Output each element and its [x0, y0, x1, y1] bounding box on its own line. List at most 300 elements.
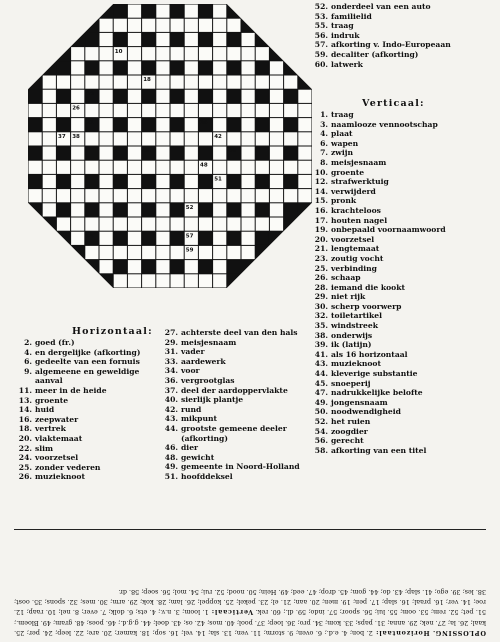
grid-cell[interactable] [185, 132, 198, 145]
grid-cell[interactable] [171, 274, 184, 287]
grid-cell[interactable] [114, 161, 127, 174]
grid-cell[interactable] [171, 76, 184, 89]
grid-cell[interactable] [128, 132, 141, 145]
grid-cell[interactable] [185, 33, 198, 46]
grid-cell[interactable] [156, 218, 169, 231]
grid-cell[interactable] [85, 47, 98, 60]
grid-cell[interactable] [128, 232, 141, 245]
grid-cell[interactable] [213, 118, 226, 131]
grid-block [227, 61, 240, 74]
grid-cell[interactable] [171, 19, 184, 32]
grid-cell[interactable] [156, 33, 169, 46]
crossword-grid[interactable] [28, 4, 312, 288]
grid-cell[interactable] [227, 19, 240, 32]
grid-cell[interactable] [185, 161, 198, 174]
grid-cell[interactable] [128, 33, 141, 46]
grid-cell[interactable] [270, 175, 283, 188]
grid-cell[interactable] [242, 90, 255, 103]
grid-cell[interactable] [171, 218, 184, 231]
grid-cell[interactable] [270, 76, 283, 89]
grid-cell[interactable] [57, 161, 70, 174]
grid-cell[interactable] [171, 246, 184, 259]
grid-cell[interactable] [171, 104, 184, 117]
clue-item [160, 443, 300, 453]
grid-cell[interactable] [185, 274, 198, 287]
clue-item [14, 348, 140, 358]
clue-item [310, 331, 446, 341]
grid-cell[interactable] [100, 118, 113, 131]
grid-cell[interactable] [298, 90, 311, 103]
grid-cell[interactable] [128, 104, 141, 117]
grid-cell[interactable] [242, 232, 255, 245]
grid-cell[interactable] [114, 76, 127, 89]
grid-cell[interactable] [270, 218, 283, 231]
clue-item [160, 395, 300, 405]
grid-block [29, 175, 42, 188]
grid-cell[interactable] [256, 218, 269, 231]
grid-cell[interactable] [156, 76, 169, 89]
grid-cell[interactable] [128, 246, 141, 259]
grid-cell[interactable] [43, 76, 56, 89]
grid-cell[interactable] [71, 161, 84, 174]
clue-item [310, 264, 446, 274]
grid-cell[interactable] [156, 274, 169, 287]
grid-block [142, 5, 155, 18]
clue-item [310, 12, 451, 22]
grid-cell[interactable] [71, 203, 84, 216]
grid-cell[interactable] [213, 274, 226, 287]
grid-cell[interactable] [142, 218, 155, 231]
grid-cell[interactable] [100, 132, 113, 145]
grid-cell[interactable] [242, 118, 255, 131]
grid-cell[interactable] [100, 104, 113, 117]
grid-cell[interactable] [29, 189, 42, 202]
grid-cell[interactable] [227, 189, 240, 202]
grid-cell[interactable] [284, 76, 297, 89]
grid-cell[interactable] [185, 90, 198, 103]
grid-cell[interactable] [100, 175, 113, 188]
grid-cell[interactable] [185, 189, 198, 202]
grid-cell[interactable] [156, 175, 169, 188]
clue-item [310, 31, 451, 41]
grid-cell[interactable] [85, 76, 98, 89]
grid-cell[interactable] [185, 61, 198, 74]
clue-number: 16. [18, 414, 32, 424]
clue-item [310, 311, 446, 321]
grid-cell[interactable] [256, 132, 269, 145]
grid-cell[interactable] [256, 104, 269, 117]
cell-number: 57 [185, 233, 194, 240]
clue-number: 1. [320, 110, 328, 119]
grid-cell[interactable] [242, 246, 255, 259]
grid-cell[interactable] [114, 19, 127, 32]
grid-cell[interactable] [128, 47, 141, 60]
grid-cell[interactable] [57, 218, 70, 231]
clue-number: 2. [24, 338, 32, 347]
grid-cell[interactable] [100, 61, 113, 74]
grid-cell[interactable] [199, 47, 212, 60]
grid-cell[interactable] [128, 90, 141, 103]
grid-block [227, 232, 240, 245]
clue-number: 14. [18, 405, 32, 415]
grid-block [114, 118, 127, 131]
grid-cell[interactable] [114, 104, 127, 117]
grid-cell[interactable] [242, 76, 255, 89]
grid-cell[interactable] [185, 218, 198, 231]
grid-cell[interactable] [213, 260, 226, 273]
grid-cell[interactable] [256, 189, 269, 202]
grid-cell[interactable] [114, 218, 127, 231]
grid-cell[interactable] [213, 232, 226, 245]
grid-block [284, 203, 297, 216]
grid-block [85, 175, 98, 188]
grid-cell[interactable] [57, 189, 70, 202]
clue-number: 36. [164, 375, 178, 385]
grid-cell[interactable] [242, 175, 255, 188]
grid-cell[interactable] [128, 203, 141, 216]
grid-cell[interactable] [227, 246, 240, 259]
grid-cell[interactable] [213, 76, 226, 89]
grid-cell[interactable] [213, 161, 226, 174]
cell-number: 31 [86, 119, 95, 126]
grid-cell[interactable] [284, 104, 297, 117]
grid-block [227, 118, 240, 131]
grid-cell[interactable] [156, 118, 169, 131]
grid-cell[interactable] [242, 203, 255, 216]
grid-cell[interactable] [57, 104, 70, 117]
grid-cell[interactable] [242, 189, 255, 202]
grid-cell[interactable] [128, 260, 141, 273]
clue-text: huid [35, 405, 55, 415]
clue-text: muzieknoot [331, 359, 382, 369]
grid-cell[interactable] [242, 147, 255, 160]
grid-cell[interactable] [256, 47, 269, 60]
grid-cell[interactable] [43, 189, 56, 202]
grid-cell[interactable] [128, 61, 141, 74]
clue-item [160, 424, 300, 434]
clue-item [310, 206, 446, 216]
grid-cell[interactable] [156, 132, 169, 145]
grid-cell[interactable] [256, 76, 269, 89]
grid-cell[interactable] [142, 189, 155, 202]
grid-cell[interactable] [227, 104, 240, 117]
grid-cell[interactable] [100, 90, 113, 103]
grid-cell[interactable] [142, 19, 155, 32]
grid-cell[interactable] [85, 189, 98, 202]
grid-cell[interactable] [128, 189, 141, 202]
grid-cell[interactable] [156, 203, 169, 216]
grid-cell[interactable] [171, 132, 184, 145]
clue-item [310, 398, 446, 408]
grid-cell[interactable] [114, 132, 127, 145]
grid-cell[interactable] [29, 161, 42, 174]
grid-cell[interactable] [156, 147, 169, 160]
grid-cell[interactable] [100, 161, 113, 174]
grid-cell[interactable] [100, 189, 113, 202]
clue-text: wapen [331, 138, 359, 148]
grid-cell[interactable] [199, 218, 212, 231]
grid-cell[interactable] [185, 147, 198, 160]
grid-cell[interactable] [284, 132, 297, 145]
grid-cell[interactable] [128, 76, 141, 89]
grid-cell[interactable] [185, 5, 198, 18]
grid-cell[interactable] [199, 19, 212, 32]
grid-cell[interactable] [71, 76, 84, 89]
grid-cell[interactable] [270, 189, 283, 202]
grid-block [199, 90, 212, 103]
grid-cell[interactable] [171, 47, 184, 60]
grid-cell[interactable] [43, 175, 56, 188]
clue-text: gedeelte van een fornuis [35, 357, 140, 367]
grid-cell[interactable] [185, 19, 198, 32]
grid-cell[interactable] [199, 104, 212, 117]
grid-block [227, 90, 240, 103]
grid-cell[interactable] [242, 132, 255, 145]
grid-cell[interactable] [199, 76, 212, 89]
grid-cell[interactable] [85, 132, 98, 145]
clue-number: 50. [314, 407, 328, 417]
clue-item [14, 357, 140, 367]
grid-cell[interactable] [142, 274, 155, 287]
clue-number: 21. [314, 244, 328, 254]
clue-item [160, 328, 300, 338]
grid-cell[interactable] [213, 104, 226, 117]
grid-cell[interactable] [185, 104, 198, 117]
clue-item [310, 177, 446, 187]
grid-cell[interactable] [114, 189, 127, 202]
grid-cell[interactable] [71, 61, 84, 74]
clue-text: pronk [331, 196, 357, 206]
grid-cell[interactable] [100, 47, 113, 60]
grid-cell[interactable] [85, 246, 98, 259]
grid-cell[interactable] [199, 274, 212, 287]
grid-cell[interactable] [71, 175, 84, 188]
grid-cell[interactable] [185, 47, 198, 60]
grid-cell[interactable] [114, 274, 127, 287]
grid-cell[interactable] [156, 47, 169, 60]
grid-cell[interactable] [71, 232, 84, 245]
grid-block [171, 33, 184, 46]
clue-item [310, 168, 446, 178]
clue-number: 41. [314, 349, 328, 359]
clue-item [310, 187, 446, 197]
cell-number: 34 [200, 119, 208, 126]
grid-cell[interactable] [242, 61, 255, 74]
grid-cell[interactable] [71, 147, 84, 160]
grid-cell[interactable] [142, 132, 155, 145]
grid-cell[interactable] [156, 189, 169, 202]
clue-text: onderdeel van een auto [331, 2, 431, 11]
grid-cell[interactable] [43, 132, 56, 145]
grid-cell[interactable] [128, 5, 141, 18]
grid-cell[interactable] [242, 47, 255, 60]
grid-cell[interactable] [100, 147, 113, 160]
grid-cell[interactable] [213, 61, 226, 74]
grid-cell[interactable] [156, 246, 169, 259]
clue-text: zoogdier [331, 426, 368, 436]
grid-cell[interactable] [185, 175, 198, 188]
clue-number: 20. [314, 234, 328, 244]
grid-cell[interactable] [185, 76, 198, 89]
grid-cell[interactable] [100, 232, 113, 245]
solution-horizontal-label: Horizontaal: [375, 629, 430, 637]
clue-text: traag [331, 110, 354, 119]
grid-cell[interactable] [156, 90, 169, 103]
grid-cell[interactable] [199, 246, 212, 259]
grid-cell[interactable] [213, 47, 226, 60]
grid-cell[interactable] [43, 161, 56, 174]
grid-cell[interactable] [71, 47, 84, 60]
clue-number: 6. [24, 357, 32, 367]
grid-cell[interactable] [85, 218, 98, 231]
clue-text: strafwerktuig [331, 177, 389, 187]
grid-cell[interactable] [156, 19, 169, 32]
grid-cell[interactable] [100, 76, 113, 89]
grid-cell[interactable] [213, 33, 226, 46]
grid-cell[interactable] [128, 118, 141, 131]
grid-cell[interactable] [100, 33, 113, 46]
grid-cell[interactable] [270, 104, 283, 117]
clue-item [310, 321, 446, 331]
clue-text: onbepaald voornaamwoord [331, 225, 446, 235]
grid-cell[interactable] [171, 161, 184, 174]
grid-cell[interactable] [185, 260, 198, 273]
grid-cell[interactable] [43, 203, 56, 216]
grid-block [199, 61, 212, 74]
grid-cell[interactable] [128, 19, 141, 32]
grid-cell[interactable] [156, 5, 169, 18]
grid-cell[interactable] [142, 246, 155, 259]
grid-cell[interactable] [29, 132, 42, 145]
clue-text: krachteloos [331, 205, 381, 215]
clue-number: 51. [164, 471, 178, 481]
grid-cell[interactable] [71, 218, 84, 231]
grid-cell[interactable] [142, 47, 155, 60]
grid-cell[interactable] [242, 161, 255, 174]
clue-item [160, 376, 300, 386]
grid-cell[interactable] [128, 218, 141, 231]
grid-cell[interactable] [227, 218, 240, 231]
grid-cell[interactable] [156, 232, 169, 245]
grid-cell[interactable] [270, 90, 283, 103]
grid-cell[interactable] [270, 203, 283, 216]
grid-cell[interactable] [185, 118, 198, 131]
clue-number: 48. [164, 452, 178, 462]
grid-block [256, 203, 269, 216]
grid-cell[interactable] [128, 161, 141, 174]
grid-cell[interactable] [128, 274, 141, 287]
horizontal-clues-col2 [160, 328, 300, 482]
grid-cell[interactable] [100, 203, 113, 216]
grid-cell[interactable] [270, 147, 283, 160]
grid-cell[interactable] [100, 260, 113, 273]
grid-cell[interactable] [227, 161, 240, 174]
grid-cell[interactable] [128, 147, 141, 160]
clue-number: 26. [18, 472, 32, 482]
grid-cell[interactable] [43, 104, 56, 117]
grid-cell[interactable] [256, 161, 269, 174]
clue-number: 12. [314, 177, 328, 187]
clue-item [310, 302, 446, 312]
grid-cell[interactable] [100, 246, 113, 259]
grid-cell[interactable] [100, 218, 113, 231]
clue-text: schaap [331, 273, 361, 283]
grid-cell[interactable] [284, 161, 297, 174]
grid-cell[interactable] [242, 104, 255, 117]
grid-cell[interactable] [270, 118, 283, 131]
grid-cell[interactable] [284, 189, 297, 202]
clue-number [160, 434, 181, 444]
grid-block [142, 203, 155, 216]
grid-cell[interactable] [213, 218, 226, 231]
grid-cell[interactable] [242, 33, 255, 46]
grid-cell[interactable] [156, 104, 169, 117]
grid-cell[interactable] [227, 47, 240, 60]
grid-cell[interactable] [171, 189, 184, 202]
grid-cell[interactable] [114, 246, 127, 259]
grid-cell[interactable] [199, 132, 212, 145]
grid-cell[interactable] [85, 104, 98, 117]
grid-cell[interactable] [213, 19, 226, 32]
grid-cell[interactable] [100, 19, 113, 32]
grid-cell[interactable] [156, 260, 169, 273]
solution-divider [14, 529, 486, 530]
grid-block [256, 90, 269, 103]
grid-cell[interactable] [43, 147, 56, 160]
clue-item [310, 254, 446, 264]
grid-cell[interactable] [213, 5, 226, 18]
grid-cell[interactable] [156, 161, 169, 174]
grid-cell[interactable] [213, 90, 226, 103]
grid-block [29, 118, 42, 131]
clue-text: plaat [331, 129, 353, 139]
grid-cell[interactable] [71, 118, 84, 131]
grid-cell[interactable] [57, 76, 70, 89]
grid-cell[interactable] [227, 132, 240, 145]
grid-cell[interactable] [213, 246, 226, 259]
grid-block [199, 5, 212, 18]
clue-item [14, 396, 140, 406]
grid-cell[interactable] [29, 104, 42, 117]
grid-cell[interactable] [71, 90, 84, 103]
clue-item [310, 129, 446, 139]
clue-number: 52. [314, 417, 328, 426]
grid-cell[interactable] [213, 203, 226, 216]
grid-cell[interactable] [156, 61, 169, 74]
grid-cell[interactable] [270, 161, 283, 174]
clue-item [160, 472, 300, 482]
grid-cell[interactable] [270, 132, 283, 145]
grid-cell[interactable] [213, 189, 226, 202]
grid-cell[interactable] [43, 118, 56, 131]
clue-text: zoutig vocht [331, 253, 384, 263]
grid-cell[interactable] [85, 161, 98, 174]
grid-cell[interactable] [242, 218, 255, 231]
clue-item [310, 21, 451, 31]
grid-cell[interactable] [213, 147, 226, 160]
grid-cell[interactable] [227, 76, 240, 89]
grid-cell[interactable] [270, 61, 283, 74]
grid-cell[interactable] [199, 189, 212, 202]
grid-cell[interactable] [142, 161, 155, 174]
clue-text: en dergelijke (afkorting) [35, 347, 141, 357]
grid-cell[interactable] [128, 175, 141, 188]
grid-cell[interactable] [71, 189, 84, 202]
grid-cell[interactable] [43, 90, 56, 103]
crossword-grid-svg[interactable] [28, 4, 312, 288]
grid-cell[interactable] [142, 104, 155, 117]
clue-item [310, 40, 451, 50]
